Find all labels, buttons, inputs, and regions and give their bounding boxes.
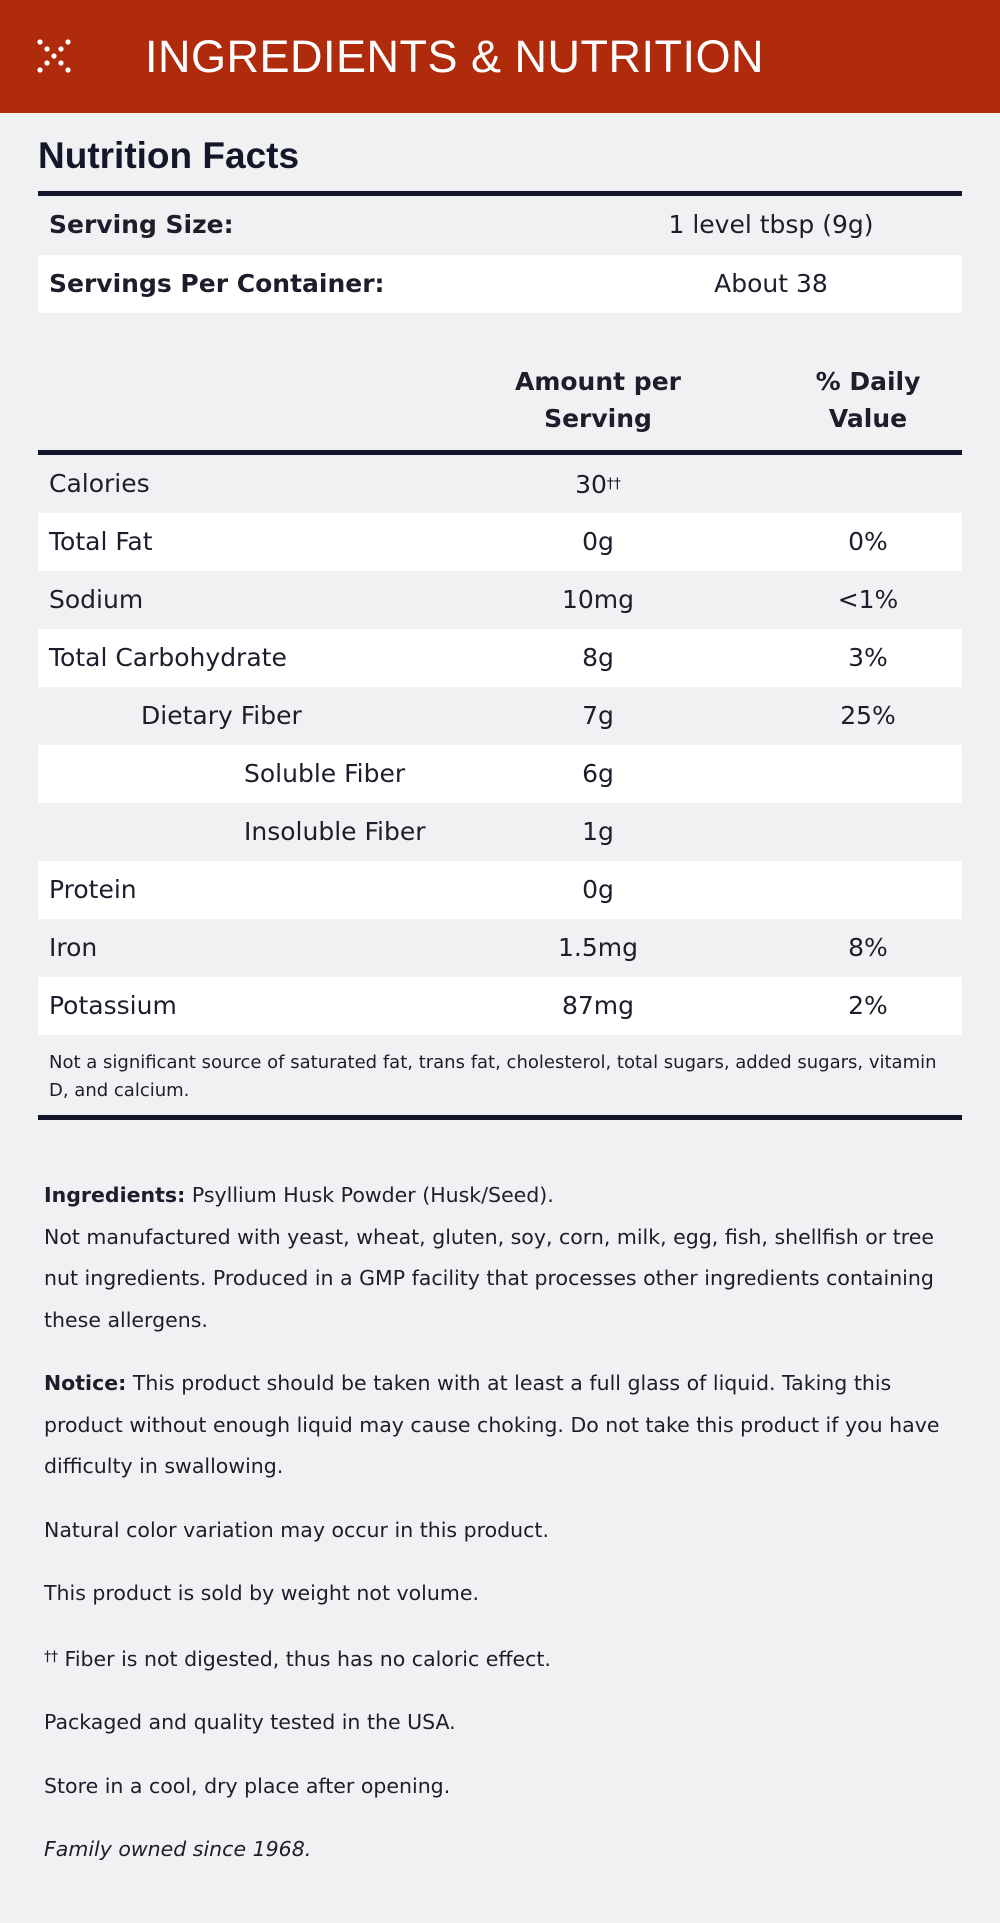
nutrient-amount: 1.5mg	[558, 933, 638, 962]
family-owned-note	[44, 1829, 964, 1871]
page-header	[0, 0, 1000, 113]
nutrient-amount: 8g	[582, 643, 614, 672]
dv-header-line2: Value	[828, 404, 908, 433]
storage-note: Store in a cool, dry place after opening.	[44, 1773, 451, 1798]
nutrient-daily-value: 25%	[840, 701, 896, 730]
nutrient-amount: 6g	[582, 759, 614, 788]
packaged-note: Packaged and quality tested in the USA.	[44, 1710, 456, 1734]
dv-header-line1: % Daily	[815, 367, 921, 396]
serving-size-row	[38, 196, 962, 254]
nutrient-amount: 7g	[582, 701, 614, 730]
nutrient-row-insoluble-fiber	[38, 803, 962, 861]
serving-size-value: 1 level tbsp (9g)	[668, 210, 874, 239]
fiber-note	[44, 1637, 964, 1681]
color-variation-note: Natural color variation may occur in this product.	[44, 1517, 549, 1542]
amount-per-serving-header	[473, 363, 723, 437]
nutrient-label: Dietary Fiber	[141, 701, 302, 730]
nutrient-row-calories	[38, 455, 962, 513]
nutrient-row-iron	[38, 919, 962, 977]
nutrient-row-dietary-fiber	[38, 687, 962, 745]
nutrition-facts-title: Nutrition Facts	[38, 135, 300, 176]
notice-text: This product should be taken with at least a full glass of liquid. Taking this product without enough liquid may cause choking. Do not take this product if you have difficulty in swallowing.	[44, 1371, 940, 1478]
nutrient-label: Soluble Fiber	[244, 759, 406, 788]
nutrient-label: Total Carbohydrate	[49, 643, 287, 672]
nutrient-label: Iron	[49, 933, 98, 962]
nutrient-amount: 0g	[582, 875, 614, 904]
amount-header-line2: Serving	[544, 404, 652, 433]
nutrient-row-total-carbohydrate	[38, 629, 962, 687]
nutrient-label: Total Fat	[49, 527, 153, 556]
ingredients-label: Ingredients:	[44, 1183, 186, 1207]
notice-paragraph	[44, 1363, 964, 1488]
page-title: INGREDIENTS & NUTRITION	[145, 31, 765, 82]
notice-label: Notice:	[44, 1371, 127, 1395]
nutrition-footnote: Not a significant source of saturated fat, trans fat, cholesterol, total sugars, added sugars, vitamin D, and calcium.	[49, 1052, 937, 1101]
nutrient-daily-value: <1%	[837, 585, 899, 614]
nutrient-amount: 10mg	[561, 585, 635, 614]
nutrient-daily-value: 8%	[848, 933, 888, 962]
amount-header-line1: Amount per	[514, 367, 681, 396]
nutrient-amount: 0g	[582, 527, 614, 556]
ingredients-text: Psyllium Husk Powder (Husk/Seed).	[185, 1183, 554, 1207]
fiber-note-text: Fiber is not digested, thus has no caloric effect.	[58, 1646, 551, 1671]
nutrient-row-protein	[38, 861, 962, 919]
close-icon[interactable]	[36, 38, 72, 74]
family-owned-text: Family owned since 1968.	[44, 1837, 312, 1861]
servings-per-container-value: About 38	[714, 269, 828, 298]
nutrient-amount: 30††	[575, 470, 621, 499]
nutrient-amount: 1g	[582, 817, 614, 846]
nutrient-amount: 87mg	[561, 991, 635, 1020]
product-details	[44, 1175, 964, 1871]
servings-per-container-row	[38, 255, 962, 313]
nutrient-row-potassium	[38, 977, 962, 1035]
nutrient-daily-value: 2%	[848, 991, 888, 1020]
nutrient-label: Protein	[49, 875, 137, 904]
weight-note: This product is sold by weight not volume.	[44, 1581, 479, 1605]
nutrient-label: Sodium	[49, 585, 144, 614]
nutrient-row-total-fat	[38, 513, 962, 571]
nutrient-label: Insoluble Fiber	[244, 817, 426, 846]
nutrient-label: Potassium	[49, 991, 177, 1020]
nutrient-row-sodium	[38, 571, 962, 629]
allergen-statement: Not manufactured with yeast, wheat, gluten, soy, corn, milk, egg, fish, shellfish or tree nut ingredients. Produced in a GMP facility that processes other ingredients containing these allergens.	[44, 1224, 934, 1332]
nutrient-row-soluble-fiber	[38, 745, 962, 803]
nutrient-label: Calories	[49, 469, 150, 498]
ingredients-line	[44, 1175, 964, 1217]
daily-value-header	[768, 363, 968, 437]
nutrient-daily-value: 0%	[848, 527, 888, 556]
divider	[38, 1115, 962, 1120]
fiber-note-marker: ††	[44, 1648, 58, 1665]
nutrient-daily-value: 3%	[848, 643, 888, 672]
serving-size-label: Serving Size:	[49, 210, 234, 239]
servings-per-container-label: Servings Per Container:	[49, 269, 385, 298]
